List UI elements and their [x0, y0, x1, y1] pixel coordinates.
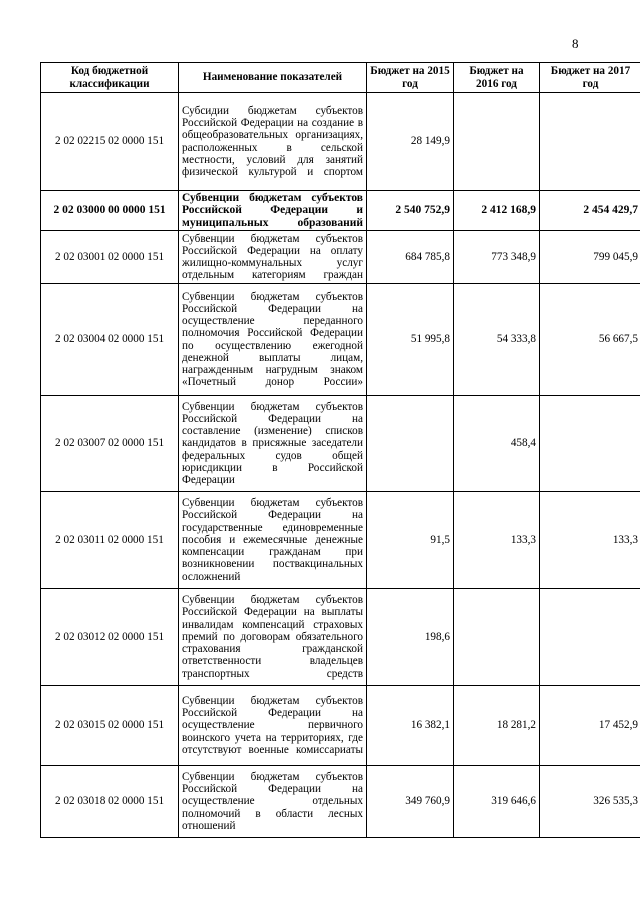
- header-2016: Бюджет на 2016 год: [454, 63, 540, 93]
- row-name: Субвенции бюджетам субъектов Российской Федерации на осуществление переданного полномочия Российской Федерации по осуществлению ежегодной денежной выплаты лицам, награжденным нагрудным знаком «Почетный донор России»: [179, 284, 367, 396]
- row-code: 2 02 02215 02 0000 151: [41, 93, 179, 191]
- row-2015: 28 149,9: [367, 93, 454, 191]
- row-name: Субсидии бюджетам субъектов Российской Федерации на создание в общеобразовательных организациях, расположенных в сельской местности, условий для занятий физической культурой и спортом: [179, 93, 367, 191]
- page-number: 8: [572, 36, 579, 51]
- row-2017: [540, 396, 640, 492]
- row-code: 2 02 03004 02 0000 151: [41, 284, 179, 396]
- row-name: Субвенции бюджетам субъектов Российской Федерации на осуществление отдельных полномочий в области лесных отношений: [179, 766, 367, 838]
- row-2016: 133,3: [454, 492, 540, 589]
- row-name: Субвенции бюджетам субъектов Российской Федерации на государственные единовременные пособия и ежемесячные денежные компенсации гражданам при возникновении поствакцинальных осложнений: [179, 492, 367, 589]
- table-row: [41, 284, 640, 396]
- row-2015: 684 785,8: [367, 231, 454, 284]
- row-2016: 54 333,8: [454, 284, 540, 396]
- row-2015: 91,5: [367, 492, 454, 589]
- row-code: 2 02 03000 00 0000 151: [41, 191, 179, 231]
- row-2015: 16 382,1: [367, 686, 454, 766]
- row-2017: [540, 93, 640, 191]
- table-row: [41, 686, 640, 766]
- table-row: [41, 766, 640, 838]
- row-2017: 799 045,9: [540, 231, 640, 284]
- table-header-row: [41, 63, 640, 93]
- header-code: Код бюджетной классификации: [41, 63, 179, 93]
- row-2017: 326 535,3: [540, 766, 640, 838]
- row-2016: 18 281,2: [454, 686, 540, 766]
- row-name: Субвенции бюджетам субъектов Российской Федерации на составление (изменение) списков кандидатов в присяжные заседатели федеральных судов общей юрисдикции в Российской Федерации: [179, 396, 367, 492]
- row-2015: 198,6: [367, 589, 454, 686]
- budget-table: [40, 62, 640, 838]
- row-code: 2 02 03007 02 0000 151: [41, 396, 179, 492]
- table-row: [41, 589, 640, 686]
- row-2017: 133,3: [540, 492, 640, 589]
- row-name: Субвенции бюджетам субъектов Российской Федерации на осуществление первичного воинского учета на территориях, где отсутствуют военные комиссариаты: [179, 686, 367, 766]
- row-name: Субвенции бюджетам субъектов Российской Федерации на выплаты инвалидам компенсаций страховых премий по договорам обязательного страхования гражданской ответственности владельцев транспортных средств: [179, 589, 367, 686]
- row-2016: 2 412 168,9: [454, 191, 540, 231]
- row-2015: 2 540 752,9: [367, 191, 454, 231]
- table-row-total: [41, 191, 640, 231]
- row-code: 2 02 03001 02 0000 151: [41, 231, 179, 284]
- header-2017: Бюджет на 2017 год: [540, 63, 640, 93]
- row-code: 2 02 03015 02 0000 151: [41, 686, 179, 766]
- row-2016: 319 646,6: [454, 766, 540, 838]
- row-2017: 17 452,9: [540, 686, 640, 766]
- header-name: Наименование показателей: [179, 63, 367, 93]
- row-2017: [540, 589, 640, 686]
- row-2015: 349 760,9: [367, 766, 454, 838]
- row-name: Субвенции бюджетам субъектов Российской Федерации и муниципальных образований: [179, 191, 367, 231]
- row-2017: 56 667,5: [540, 284, 640, 396]
- row-2015: [367, 396, 454, 492]
- row-2016: [454, 93, 540, 191]
- table-row: [41, 93, 640, 191]
- row-name: Субвенции бюджетам субъектов Российской Федерации на оплату жилищно-коммунальных услуг отдельным категориям граждан: [179, 231, 367, 284]
- row-code: 2 02 03011 02 0000 151: [41, 492, 179, 589]
- header-2015: Бюджет на 2015 год: [367, 63, 454, 93]
- row-2015: 51 995,8: [367, 284, 454, 396]
- table-row: [41, 396, 640, 492]
- table-row: [41, 492, 640, 589]
- row-2016: 773 348,9: [454, 231, 540, 284]
- row-2017: 2 454 429,7: [540, 191, 640, 231]
- row-code: 2 02 03018 02 0000 151: [41, 766, 179, 838]
- row-code: 2 02 03012 02 0000 151: [41, 589, 179, 686]
- row-2016: 458,4: [454, 396, 540, 492]
- row-2016: [454, 589, 540, 686]
- table-row: [41, 231, 640, 284]
